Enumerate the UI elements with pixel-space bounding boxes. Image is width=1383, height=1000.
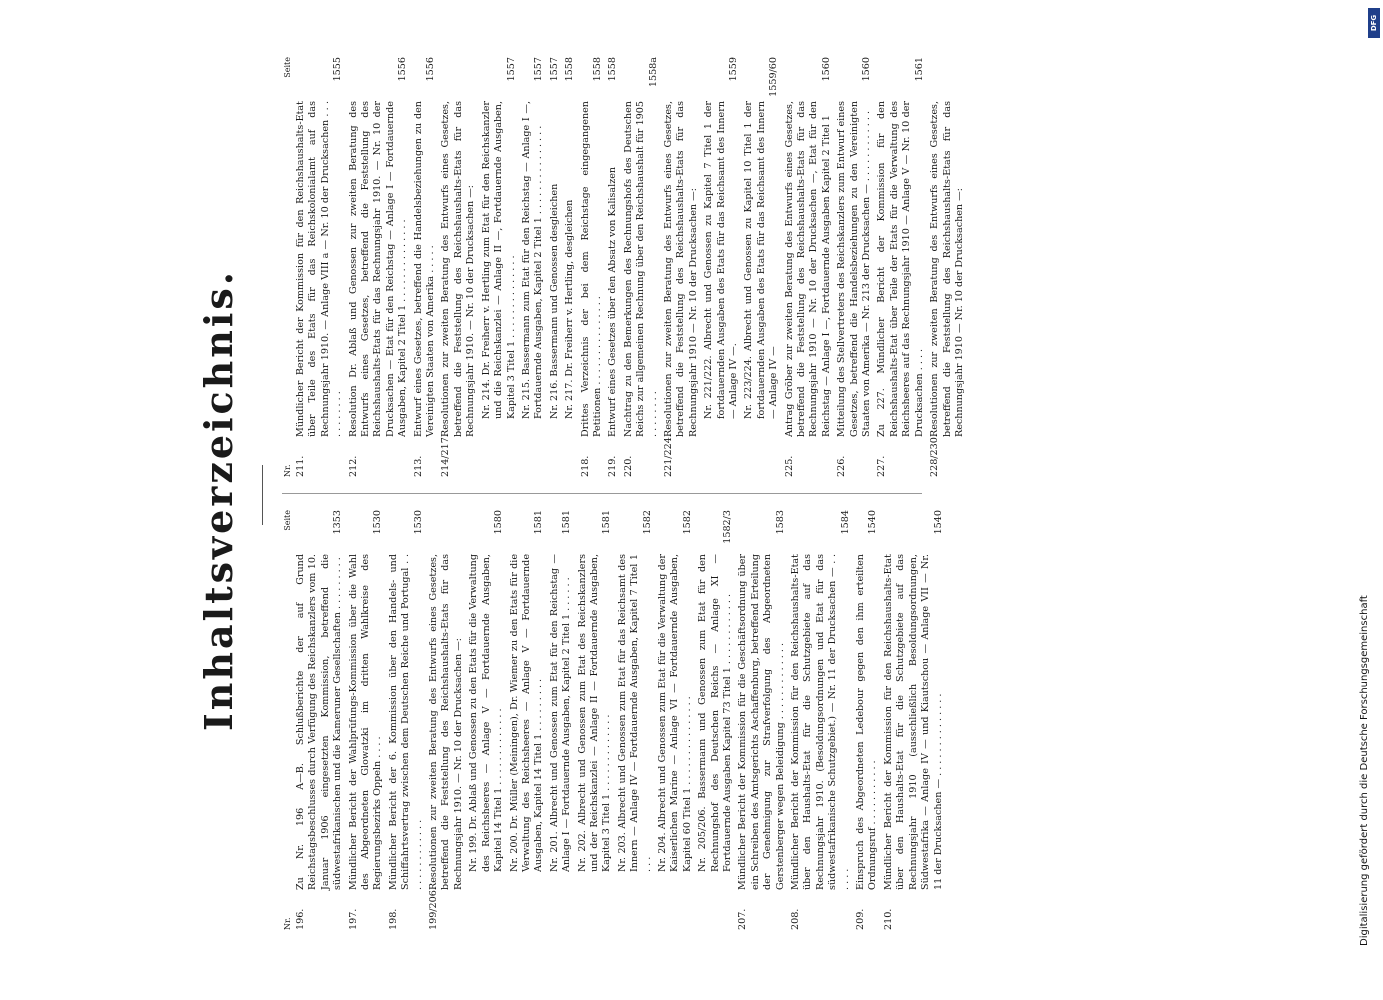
heading-rule: [262, 465, 263, 525]
entry-text: Resolutionen zur zweiten Beratung des Entwurfs eines Gesetzes, betreffend die Feststellung des Reichshaushalts-Etats für das Rechnungsjahr 1910. — Nr. 10 der Drucksachen —:: [428, 554, 464, 890]
entry-number: 228/230.: [929, 434, 941, 477]
entry-number: 209.: [855, 908, 867, 930]
entry-number: 211.: [295, 455, 306, 477]
entry-text: Entwurf eines Gesetzes, betreffend die Handelsbeziehungen zu den Vereinigten Staaten von Amerika . . . . .: [412, 101, 437, 437]
entry-page: 1558: [591, 57, 603, 82]
entry-number: 210.: [882, 908, 894, 930]
nr-label: Nr.: [283, 464, 292, 477]
entry-number: 218.: [579, 455, 591, 477]
entry-text: Mitteilung des Stellvertreters des Reichskanzlers zum Entwurf eines Gesetzes, betreffend die Handelsbeziehungen zu den Vereinigten Staaten von Amerika — Nr. 213 der Drucksachen — . . . . . . . . . . . .: [836, 101, 873, 437]
toc-column-left: [282, 510, 948, 930]
toc-entry: [607, 57, 619, 477]
entry-number: 198.: [387, 908, 399, 930]
entry-text: Nr. 201. Albrecht und Genossen zum Etat für den Reichstag — Anlage I — Fortdauernde Ausgaben, Kapitel 2 Titel 1 . . . . . .: [548, 554, 573, 872]
toc-subentry: [549, 57, 561, 477]
entry-text: Nr. 215. Bassermann zum Etat für den Reichstag — Anlage I —, Fortdauernde Ausgaben, Kapitel 2 Titel 1 . . . . . . . . . . . . . . .: [520, 101, 545, 419]
toc-entry: [883, 510, 945, 930]
entry-number: 212.: [347, 455, 359, 477]
entry-page: 1582: [681, 510, 693, 535]
entry-page: 1581: [561, 510, 573, 535]
toc-subentry: [617, 510, 654, 930]
toc-entry: [836, 57, 873, 477]
entry-number: 214/217.: [440, 434, 452, 477]
toc-entry: [623, 57, 660, 477]
nr-label: Nr.: [283, 917, 292, 930]
digitization-note: [1356, 46, 1374, 946]
toc-entry: [790, 510, 852, 930]
entry-text: Nr. 199. Dr. Ablaß und Genossen zu den Etats für die Verwaltung des Reichsheeres — Anlage V — Fortdauernde Ausgaben, Kapitel 14 Titel 1 . . . . . . . . . . . . .: [468, 554, 505, 872]
entry-text: Einspruch des Abgeordneten Ledebour gegen den ihm erteilten Ordnungsruf . . . . . . . . . . .: [855, 554, 879, 890]
toc-entry: [737, 510, 787, 930]
entry-page: 1558: [564, 57, 576, 82]
entry-number: 197.: [347, 908, 359, 930]
entry-page: 1557: [548, 57, 560, 82]
entry-page: 1560: [861, 57, 873, 82]
entry-text: Mündlicher Bericht der Wahlprüfungs-Kommission über die Wahl des Abgeordneten Glowatzki im dritten Wahlkreise des Regierungsbezirks Oppeln . . . .: [347, 554, 384, 890]
toc-entry: [440, 57, 477, 477]
entry-text: Zu 227. Mündlicher Bericht der Kommission für den Reichshaushalts-Etat über Teile der Etats für die Verwaltung des Reichsheeres auf das Rechnungsjahr 1910 — Anlage V — Nr. 10 der Drucksachen . . . .: [876, 101, 925, 437]
toc-entry: [295, 57, 345, 477]
entry-text: Mündlicher Bericht der 6. Kommission über den Handels- und Schiffahrtsvertrag zwischen dem Deutschen Reiche und Portugal . . . . . . . . . . . . . .: [387, 554, 424, 890]
seite-label: Seite: [283, 510, 292, 531]
toc-entry: [348, 57, 410, 477]
toc-entry: [929, 57, 966, 477]
entry-text: Resolution Dr. Ablaß und Genossen zur zweiten Beratung des Entwurfs eines Gesetzes, betreffend die Feststellung des Reichshaushalts-Etats für das Rechnungsjahr 1910. — Nr. 10 der Drucksachen — Etat für den Reichstag — Anlage I — Fortdauernde Ausgaben, Kapitel 2 Titel 1 . . . . . . . . . . . . . .: [347, 101, 409, 437]
entry-text: Mündlicher Bericht der Kommission für die Geschäftsordnung über ein Schreiben des Amtsgerichts Aschaffenburg, betreffend Erteilung der Genehmigung zur Strafverfolgung des Abgeordneten Gerstenberger wegen Beleidigung . . . . . . . . . . . . .: [737, 554, 786, 890]
toc-entry: [348, 510, 385, 930]
toc-subentry: [468, 510, 505, 930]
entry-number: 225.: [783, 455, 795, 477]
toc-subentry: [577, 510, 614, 930]
entry-text: Resolutionen zur zweiten Beratung des Entwurfs eines Gesetzes, betreffend die Feststellung des Reichshaushalts-Etats für das Rechnungsjahr 1910. — Nr. 10 der Drucksachen —:: [440, 101, 477, 437]
entry-page: 1540: [932, 510, 944, 535]
entry-text: Entwurf eines Gesetzes über den Absatz von Kalisalzen: [607, 166, 619, 437]
entry-page: 1530: [412, 510, 424, 535]
entry-text: Resolutionen zur zweiten Beratung des Entwurfs eines Gesetzes, betreffend die Feststellung des Reichshaushalts-Etats für das Rechnungsjahr 1910 — Nr. 10 der Drucksachen —:: [662, 101, 699, 437]
toc-entry: [663, 57, 700, 477]
entry-page: 1558: [607, 57, 619, 82]
entry-text: Nr. 221/222. Albrecht und Genossen zu Kapitel 7 Titel 1 der fortdauernden Ausgaben des Etats für das Reichsamt des Innern — Anlage IV —.: [703, 101, 739, 419]
entry-page: 1584: [839, 510, 851, 535]
entry-page: 1583: [774, 510, 786, 535]
seite-label: Seite: [283, 57, 292, 78]
toc-subentry: [743, 57, 780, 477]
entry-page: 1557: [533, 57, 545, 82]
entry-number: 213.: [412, 455, 424, 477]
entry-page: 1558a: [647, 57, 659, 88]
entry-number: 220.: [622, 455, 634, 477]
column-divider: [282, 493, 922, 494]
entry-page: 1580: [493, 510, 505, 535]
entry-text: Nr. 203. Albrecht und Genossen zum Etat für das Reichsamt des Innern — Anlage IV — Fortdauernde Ausgaben, Kapitel 7 Titel 1 . . .: [616, 554, 653, 872]
entry-page: 1582/3: [722, 510, 733, 544]
entry-number: 199/206.: [428, 887, 440, 930]
entry-page: 1530: [372, 510, 384, 535]
digitization-note-text: Digitalisierung gefördert durch die Deutsche Forschungsgemeinschaft: [1359, 595, 1370, 946]
entry-text: Mündlicher Bericht der Kommission für den Reichshaushalts-Etat über Teile des Etats für das Reichskolonialamt auf das Rechnungsjahr 1910. — Anlage VIII a — Nr. 10 der Drucksachen . . . . . . . . . . .: [295, 101, 344, 437]
toc-subentry: [509, 510, 546, 930]
entry-number: 208.: [790, 908, 802, 930]
toc-subentry: [481, 57, 518, 477]
toc-subentry: [564, 57, 576, 477]
toc-entry: [855, 510, 880, 930]
entry-text: Resolutionen zur zweiten Beratung des Entwurfs eines Gesetzes, betreffend die Feststellung des Reichshaushalts-Etats für das Rechnungsjahr 1910 — Nr. 10 der Drucksachen —:: [929, 101, 965, 437]
entry-page: 1353: [332, 510, 344, 535]
dfg-logo-text: DFG: [1370, 14, 1378, 32]
toc-entry: [580, 57, 605, 477]
entry-page: 1556: [425, 57, 437, 82]
entry-page: 1581: [601, 510, 613, 535]
toc-entry: [413, 57, 438, 477]
toc-column-right: [282, 57, 969, 477]
entry-text: Nr. 214. Dr. Freiherr v. Hertling zum Etat für den Reichskanzler und die Reichskanzlei — Anlage II —, Fortdauernde Ausgaben, Kapitel 3 Titel 1 . . . . . . . . . . . . . .: [480, 101, 517, 419]
toc-subentry: [549, 510, 574, 930]
entry-text: Nr. 204. Albrecht und Genossen zum Etat für die Verwaltung der Kaiserlichen Marine — Anlage VI — Fortdauernde Ausgaben, Kapitel 60 Titel 1 . . . . . . . . . . . . . . .: [656, 554, 693, 872]
entry-page: 1581: [533, 510, 545, 535]
toc-entry: [784, 57, 834, 477]
entry-text: Mündlicher Bericht der Kommission für den Reichshaushalts-Etat über den Haushalts-Etat für die Schutzgebiete auf das Rechnungsjahr 1910 (ausschließlich Besoldungsordnungen, Südwestafrika — Anlage IV — und Kiautschou — Anlage VII — Nr. 11 der Drucksachen — . . . . . . . . . . . . . .: [882, 554, 944, 890]
entry-text: Zu Nr. 196 A—B. Schlußberichte der auf Grund Reichstagsbeschlusses durch Verfügung des Reichskanzlers vom 10. Januar 1906 eingesetzten Kommission, betreffend die südwestafrikanischen und die Kameruner Gesellschaften . . . . . . . . .: [295, 554, 344, 890]
column-header: [282, 510, 295, 930]
entry-page: 1555: [332, 57, 344, 82]
entry-text: Mündlicher Bericht der Kommission für den Reichshaushalts-Etat über den Haushalts-Etat für die Schutzgebiete auf das Rechnungsjahr 1910. (Besoldungsordnungen und Etat für das südwestafrikanische Schutzgebiet.) — Nr. 11 der Drucksachen — . . . . . .: [790, 554, 851, 890]
toc-entry: [388, 510, 425, 930]
entry-text: Nr. 200. Dr. Müller (Meiningen), Dr. Wiemer zu den Etats für die Verwaltung des Reichsheeres — Anlage V — Fortdauernde Ausgaben, Kapitel 14 Titel 1 . . . . . . . . .: [508, 554, 545, 872]
toc-entry: [295, 510, 345, 930]
toc-entry: [428, 510, 465, 930]
entry-text: Nr. 217. Dr. Freiherr v. Hertling, desgleichen: [564, 199, 576, 419]
entry-text: Antrag Gröber zur zweiten Beratung des Entwurfs eines Gesetzes, betreffend die Feststellung des Reichshaushalts-Etats für das Rechnungsjahr 1910 — Nr. 10 der Drucksachen —, Etat für den Reichstag — Anlage I —, Fortdauernde Ausgaben Kapitel 2 Titel 1: [783, 101, 832, 437]
entry-page: 1556: [397, 57, 409, 82]
toc-subentry: [697, 510, 734, 930]
entry-number: 227.: [876, 455, 888, 477]
entry-text: Nachtrag zu den Bemerkungen des Rechnungshofs des Deutschen Reichs zur allgemeinen Rechnung über den Reichshaushalt für 1905 . . . . . . . .: [622, 101, 659, 437]
entry-number: 221/224.: [662, 434, 674, 477]
toc-subentry: [703, 57, 740, 477]
entry-page: 1582: [641, 510, 653, 535]
entry-text: Nr. 223/224. Albrecht und Genossen zu Kapitel 10 Titel 1 der fortdauernden Ausgaben des Etats für das Reichsamt des Innern — Anlage IV —: [743, 101, 780, 419]
entry-text: Nr. 202. Albrecht und Genossen zum Etat des Reichskanzlers und der Reichskanzlei — Anlage II — Fortdauernde Ausgaben, Kapitel 3 Titel 1 . . . . . . . . . . . . .: [576, 554, 613, 872]
entry-number: 207.: [737, 908, 749, 930]
toc-subentry: [657, 510, 694, 930]
entry-text: Nr. 216. Bassermann und Genossen desgleichen: [548, 183, 560, 419]
entry-page: 1560: [820, 57, 832, 82]
entry-number: 226.: [836, 455, 848, 477]
page-heading: Inhaltsverzeichnis.: [196, 269, 241, 731]
entry-page: 1559: [728, 57, 739, 82]
entry-text: Drittes Verzeichnis der bei dem Reichstage eingegangenen Petitionen . . . . . . . . . . . . . . .: [579, 101, 603, 437]
column-header: [282, 57, 295, 477]
entry-page: 1559/60: [768, 57, 780, 97]
entry-text: Nr. 205/206. Bassermann und Genossen zum Etat für den Rechnungshof des Deutschen Reichs — Anlage XI — Fortdauernde Ausgaben Kapitel 73 Titel 1 . . . . . . . . . . . .: [697, 554, 733, 872]
dfg-logo: [1368, 8, 1380, 38]
entry-page: 1540: [867, 510, 879, 535]
toc-entry: [876, 57, 926, 477]
entry-page: 1561: [913, 57, 925, 82]
entry-number: 219.: [607, 455, 619, 477]
entry-number: 196.: [295, 908, 306, 930]
toc-subentry: [521, 57, 546, 477]
entry-page: 1557: [505, 57, 517, 82]
